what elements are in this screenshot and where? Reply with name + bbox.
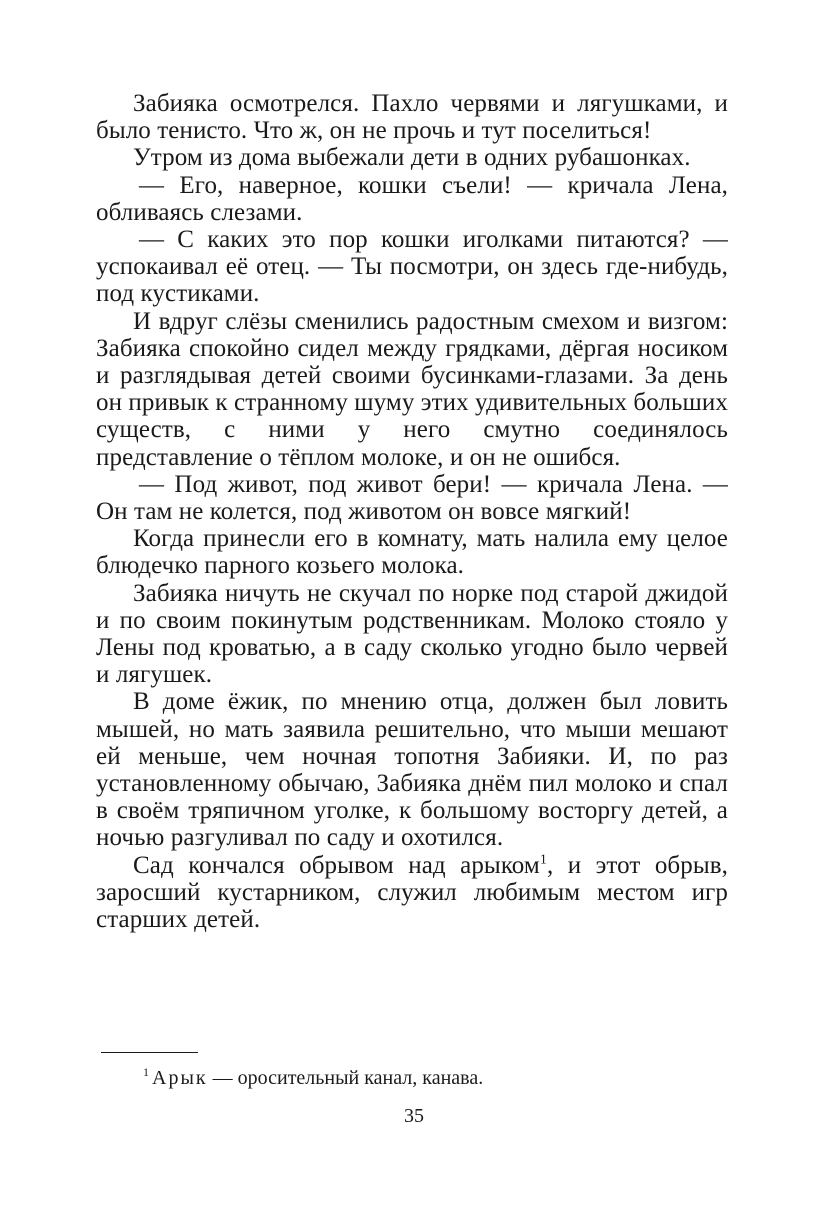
footnote-reference[interactable]: 1: [539, 852, 547, 868]
paragraph-7: Когда принесли его в комнату, мать налила ему целое блюдечко парного козьего молока.: [96, 525, 728, 580]
footnote-separator: [101, 1052, 198, 1053]
footnote-definition: — оросительный канал, канава.: [207, 1067, 484, 1089]
paragraph-6-dialog: — Под живот, под живот бери! — кричала Лена. — Он там не колется, под животом он вовсе мягкий!: [96, 470, 728, 526]
paragraph-3-dialog: — Его, наверное, кошки съели! — кричала Лена, обливаясь слезами.: [96, 171, 728, 226]
footnote: [143, 1066, 483, 1090]
paragraph-10-end: , и этот обрыв, заросший кустарником, служил любимым местом игр старших детей.: [96, 851, 728, 934]
body-text: [96, 90, 728, 933]
paragraph-8: Забияка ничуть не скучал по норке под старой джидой и по своим покинутым родственникам. Молоко стояло у Лены под кроватью, а в саду сколько угодно было червей и лягушек.: [96, 579, 728, 689]
paragraph-10: [96, 852, 728, 934]
paragraph-4-dialog: — С каких это пор кошки иголками питаются? — успокаивал её отец. — Ты посмотри, он здесь где-нибудь, под кустиками.: [96, 226, 728, 308]
paragraph-9: В доме ёжик, по мнению отца, должен был ловить мышей, но мать заявила решительно, что мыши мешают ей меньше, чем ночная топотня Забияки. И, по раз установленному обычаю, Забияка днём пил молоко и спал в своём тряпичном уголке, к большому восторгу детей, а ночью разгуливал по саду и охотился.: [96, 688, 728, 852]
paragraph-1: Забияка осмотрелся. Пахло червями и лягушками, и было тенисто. Что ж, он не прочь и тут поселиться!: [96, 90, 728, 145]
footnote-mark: 1: [143, 1065, 149, 1080]
paragraph-10-start: Сад кончался обрывом над арыком: [133, 851, 540, 879]
paragraph-2: Утром из дома выбежали дети в одних рубашонках.: [133, 144, 691, 172]
paragraph-5: И вдруг слёзы сменились радостным смехом и визгом: Забияка спокойно сидел между грядками, дёргая носиком и разглядывая детей своими бусинками-глазами. За день он привык к странному шуму этих удивительных больших существ, с ними у него смутно соединялось представление о тёплом молоке, и он не ошибся.: [96, 307, 728, 471]
footnote-term: Арык: [152, 1067, 208, 1089]
page-number: 35: [404, 1105, 424, 1127]
